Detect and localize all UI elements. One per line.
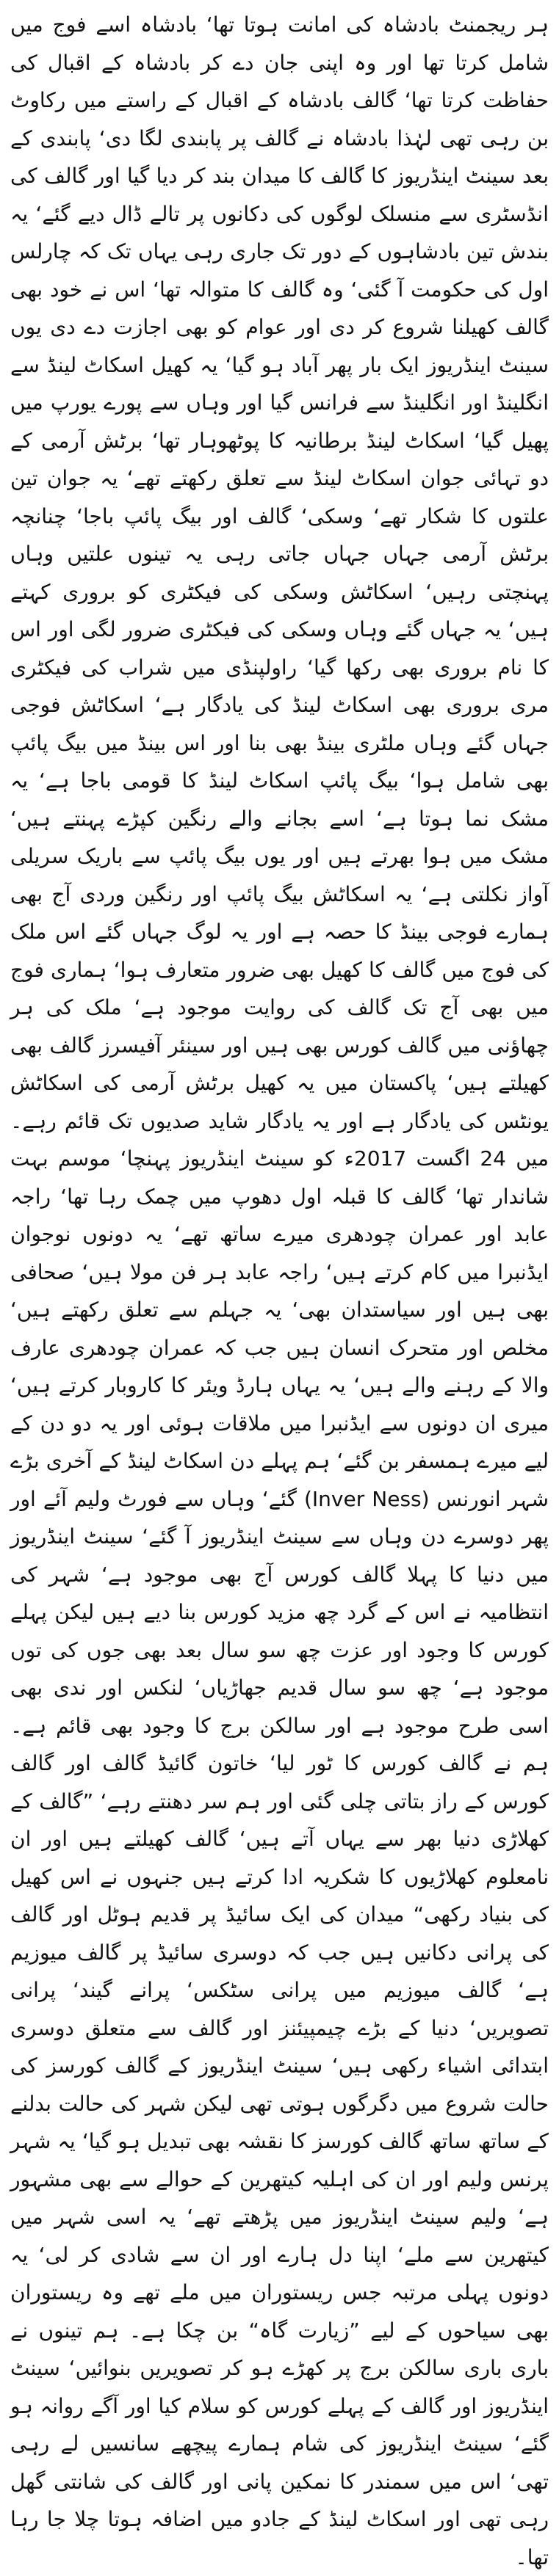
urdu-article-column <box>10 6 549 2576</box>
article-paragraph-1: ہر ریجمنٹ بادشاہ کی امانت ہوتا تھا‘ بادشاہ اسے فوج میں شامل کرتا تھا اور وہ اپنی جان دے کر بادشاہ کے اقبال کی حفاظت کرتا تھا‘ گالف بادشاہ کے اقبال کے راستے میں رکاوٹ بن رہی تھی لہٰذا بادشاہ نے گالف پر پابندی لگا دی‘ پابندی کے بعد سینٹ اینڈریوز کا گالف کا میدان بند کر دیا گیا اور گالف کی انڈسٹری سے منسلک لوگوں کی دکانوں پر تالے ڈال دیے گئے‘ یہ بندش تین بادشاہوں کے دور تک جاری رہی یہاں تک کہ چارلس اول کی حکومت آ گئی‘ وہ گالف کا متوالہ تھا‘ اس نے خود بھی گالف کھیلنا شروع کر دی اور عوام کو بھی اجازت دے دی یوں سینٹ اینڈریوز ایک بار پھر آباد ہو گیا‘ یہ کھیل اسکاٹ لینڈ سے انگلینڈ اور انگلینڈ سے فرانس گیا اور وہاں سے پورے یورپ میں پھیل گیا‘ اسکاٹ لینڈ برطانیہ کا پوٹھوہار تھا‘ برٹش آرمی کے دو تہائی جوان اسکاٹ لینڈ سے تعلق رکھتے تھے‘ یہ جوان تین علتوں کا شکار تھے‘ وسکی‘ گالف اور بیگ پائپ باجا‘ چنانچہ برٹش آرمی جہاں جہاں جاتی رہی یہ تینوں علتیں وہاں پہنچتی رہیں‘ اسکاٹش وسکی کی فیکٹری کو بروری کہتے ہیں‘ یہ جہاں گئے وہاں وسکی کی فیکٹری ضرور لگی اور اس کا نام بروری بھی رکھا گیا‘ راولپنڈی میں شراب کی فیکٹری مری بروری بھی اسکاٹ لینڈ کی یادگار ہے‘ اسکاٹش فوجی جہاں گئے وہاں ملٹری بینڈ بھی بنا اور اس بینڈ میں بیگ پائپ بھی شامل ہوا‘ بیگ پائپ اسکاٹ لینڈ کا قومی باجا ہے‘ یہ مشک نما ہوتا ہے‘ اسے بجانے والے رنگین کپڑے پہنتے ہیں‘ مشک میں ہوا بھرتے ہیں اور یوں بیگ پائپ سے باریک سریلی آواز نکلتی ہے‘ یہ اسکاٹش بیگ پائپ اور رنگین وردی آج بھی ہمارے فوجی بینڈ کا حصہ ہے اور یہ لوگ جہاں گئے اس ملک کی فوج میں گالف کا کھیل بھی ضرور متعارف ہوا‘ ہماری فوج میں بھی آج تک گالف کی روایت موجود ہے‘ ملک کی ہر چھاؤنی میں گالف کورس بھی ہیں اور سینئر آفیسرز گالف بھی کھیلتے ہیں‘ پاکستان میں یہ کھیل برٹش آرمی کی اسکاٹش یونٹس کی یادگار ہے اور یہ یادگار شاید صدیوں تک قائم رہے۔ میں 24 اگست 2017ء کو سینٹ اینڈریوز پہنچا‘ موسم بہت شاندار تھا‘ گالف کا قبلہ اول دھوپ میں چمک رہا تھا‘ راجہ عابد اور عمران چودھری میرے ساتھ تھے‘ یہ دونوں نوجوان ایڈنبرا میں کام کرتے ہیں‘ راجہ عابد ہر فن مولا ہیں‘ صحافی بھی ہیں اور سیاستدان بھی‘ یہ جہلم سے تعلق رکھتے ہیں‘ مخلص اور متحرک انسان ہیں جب کہ عمران چودھری عارف والا کے رہنے والے ہیں‘ یہ یہاں ہارڈ ویئر کا کاروبار کرتے ہیں‘ میری ان دونوں سے ایڈنبرا میں ملاقات ہوئی اور یہ دو دن کے لیے میرے ہمسفر بن گئے‘ ہم پہلے دن اسکاٹ لینڈ کے آخری بڑے شہر انورنس (Inver Ness) گئے‘ وہاں سے فورٹ ولیم آئے اور پھر دوسرے دن وہاں سے سینٹ اینڈریوز آ گئے‘ سینٹ اینڈریوز میں دنیا کا پہلا گالف کورس آج بھی موجود ہے‘ شہر کی انتظامیہ نے اس کے گرد چھ مزید کورس بنا دیے ہیں لیکن پہلے کورس کا وجود اور عزت چھ سو سال بعد بھی جوں کی توں موجود ہے‘ چھ سو سال قدیم جھاڑیاں‘ لنکس اور ندی بھی اسی طرح موجود ہے اور سالکن برج کا وجود بھی قائم ہے۔ ہم نے گالف کورس کا ٹور لیا‘ خاتون گائیڈ گالف اور گالف کورس کے راز بتاتی چلی گئی اور ہم سر دھنتے رہے‘ ”گالف کے کھلاڑی دنیا بھر سے یہاں آتے ہیں‘ گالف کھیلتے ہیں اور ان نامعلوم کھلاڑیوں کا شکریہ ادا کرتے ہیں جنہوں نے اس کھیل کی بنیاد رکھی“ میدان کی ایک سائیڈ پر قدیم ہوٹل اور گالف کی پرانی دکانیں ہیں جب کہ دوسری سائیڈ پر گالف میوزیم ہے‘ گالف میوزیم میں پرانی سٹکس‘ پرانے گیند‘ پرانی تصویریں‘ دنیا کے بڑے چیمپیئنز اور گالف سے متعلق دوسری ابتدائی اشیاء رکھی ہیں‘ سینٹ اینڈریوز کے گالف کورسز کی حالت شروع میں دگرگوں ہوتی تھی لیکن شہر کی حالت بدلنے کے ساتھ ساتھ گالف کورسز کا نقشہ بھی تبدیل ہو گیا‘ یہ شہر پرنس ولیم اور ان کی اہلیہ کیتھرین کے حوالے سے بھی مشہور ہے‘ ولیم سینٹ اینڈریوز میں پڑھتے تھے‘ یہ اسی شہر میں کیتھرین سے ملے‘ اپنا دل ہارے اور ان سے شادی کر لی‘ یہ دونوں پہلی مرتبہ جس ریستوران میں ملے تھے وہ ریستوران بھی سیاحوں کے لیے ”زیارت گاہ“ بن چکا ہے۔ ہم تینوں نے باری باری سالکن برج پر کھڑے ہو کر تصویریں بنوائیں‘ سینٹ اینڈریوز اور گالف کے پہلے کورس کو سلام کیا اور آگے روانہ ہو گئے‘ سینٹ اینڈریوز کی شام ہمارے پیچھے سانسیں لے رہی تھی‘ اس میں سمندر کا نمکین پانی اور گالف کی شانتی گھل رہی تھی اور اسکاٹ لینڈ کے جادو میں اضافہ ہوتا چلا جا رہا تھا۔ <box>10 12 549 2569</box>
